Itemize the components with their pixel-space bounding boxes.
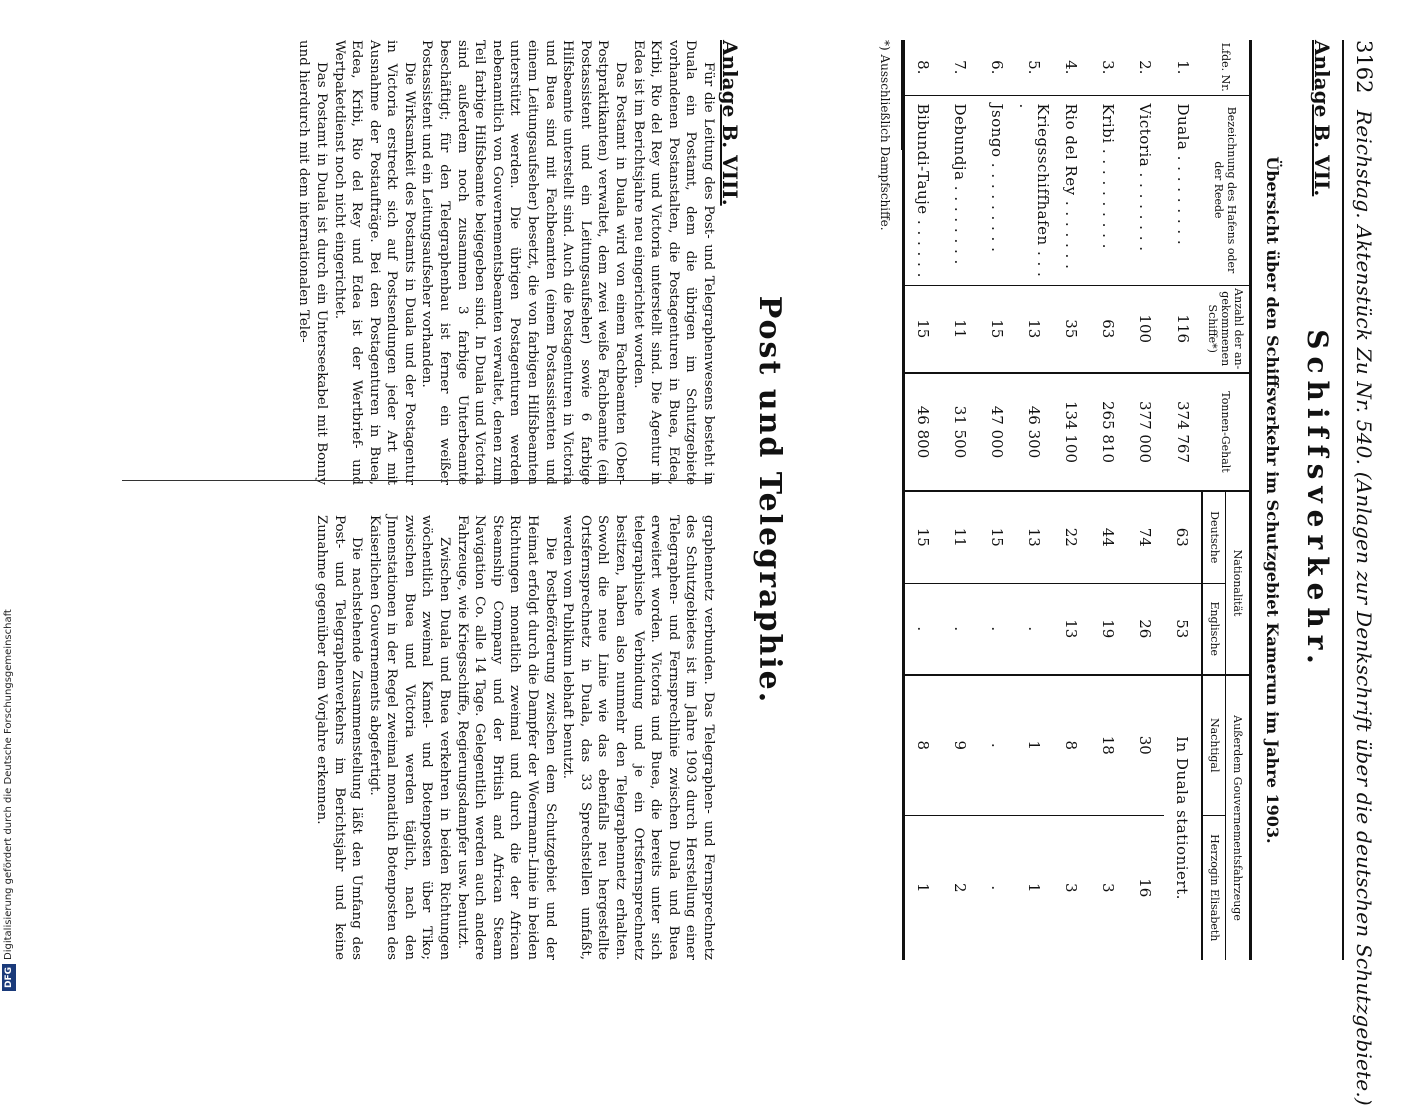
row-german: 11 [942,491,979,583]
row-tonnage: 134 100 [1053,373,1090,491]
row-count: 15 [979,285,1016,373]
row-herzogin: 16 [1127,815,1164,960]
row-count: 63 [1090,285,1127,373]
footnote-rule [901,40,902,150]
row-english: . [904,583,943,675]
row-nachtigal: 9 [942,675,979,815]
header-rule [1342,40,1344,960]
row-name: Duala . . . . . . . . . [1164,95,1202,285]
row-german: 15 [979,491,1016,583]
page-header [1342,40,1382,1106]
digitization-text: Digitalisierung gefördert durch die Deutsche Forschungsgemeinschaft [3,609,14,960]
table-row [942,40,979,960]
header-nr: Lfde. Nr. [1202,40,1251,95]
running-title: Reichstag. Aktenstück Zu Nr. 540. (Anlagen zur Denkschrift über die deutschen Schutzgebiete.) [1352,110,1376,1106]
row-name: Jsongo . . . . . . . . . [979,95,1016,285]
paragraph: Die Postbeförderung zwischen dem Schutzgebiet und der Heimat erfolgt durch die Dampfer der Woermann-Linie in beiden Richtungen monatlich zweimal und durch die der African Steamship Company und der British and African Steam Navigation Co. alle 14 Tage. Gelegentlich werden auch andere Fahrzeuge, wie Kriegsschiffe, Regierungsdampfer usw. benutzt. [454,515,558,960]
table-row [1127,40,1164,960]
column-divider [122,480,712,481]
row-name: Kribi . . . . . . . . . . [1090,95,1127,285]
header-german: Deutsche [1202,491,1226,583]
row-nr: 2. [1136,60,1155,75]
paragraph: Das Postamt in Duala wird von einem Fachbeamten (Ober-Postpraktikanten) verwaltet, dem zwei weiße Fachbeamte (ein Postassistent und ein Leitungsaufseher) sowie 6 farbige Hilfsbeamte unterstellt sind. Auch die Postagenturen in Victoria und Buea sind mit Fachbeamten (einem Postassistenten und einem Leitungsaufseher) besetzt, die von farbigen Hilfsbeamten unterstützt werden. Die übrigen Postagenturen werden nebenamtlich von Gouvernementsbeamten verwaltet, denen zum Teil farbige Hilfsbeamte beigegeben sind. In Duala und Victoria sind außerdem noch zusammen 3 farbige Unterbeamte beschäftigt; für den Telegraphenbau ist ferner ein weißer Postassistent und ein Leitungsaufseher vorhanden. [419,40,629,485]
row-nr: 8. [904,40,943,95]
header-herzogin: Herzogin Elisabeth [1202,815,1226,960]
annex-b7-label: Anlage B. VII. [1310,40,1334,197]
row-english: 13 [1053,583,1090,675]
row-name: Bibundi-Tauje . . . . . . [904,95,943,285]
row-nachtigal: 1 [1016,675,1053,815]
header-count: Anzahl der an-gekommenen Schiffe*) [1202,285,1251,373]
annex-b8-label: Anlage B. VIII. [718,40,742,206]
row-english: 19 [1090,583,1127,675]
header-nachtigal: Nachtigal [1202,675,1226,815]
row-name: Debundja . . . . . . . . [942,95,979,285]
row-nr: 5. [1025,60,1044,75]
table-row [1090,40,1127,960]
row-nachtigal: 8 [904,675,943,815]
page-number: 3162 [1352,40,1376,94]
row-count: 100 [1127,285,1164,373]
row-nr: 3. [1099,60,1118,75]
row-english: 26 [1127,583,1164,675]
row-tonnage: 46 300 [1016,373,1053,491]
paragraph: graphennetz verbunden. Das Telegraphen- und Fernsprechnetz des Schutzgebietes ist im Jahre 1903 durch Herstellung einer Telegraphen- und Fernsprechlinie zwischen Duala und Buea erweitert worden. Victoria und Buea, die bereits unter sich telegraphische Verbindung und je ein Ortsfernsprechnetz besitzen, haben also nunmehr den Telegraphennetz erhalten. Sowohl die neue Linie wie das ebenfalls neu hergestellte Ortsfernsprechnetz in Duala, das 33 Sprechstellen umfaßt, werden vom Publikum lebhaft benutzt. [560,515,716,960]
row-tonnage: 374 767 [1164,373,1202,491]
header-tonnage: Tonnen-Gehalt [1202,373,1251,491]
row-english: 53 [1164,583,1202,675]
row-count: 11 [942,285,979,373]
table-row [1164,40,1202,960]
row-herzogin: 1 [1016,815,1053,960]
section-title-shipping: Schiffsverkehr. [1301,329,1334,671]
table-row [979,40,1016,960]
paragraph: Für die Leitung des Post- und Telegraphenwesens besteht in Duala ein Postamt, dem die übrigen im Schutzgebiete vorhandenen Postanstalten, die Postagenturen in Buea, Edea, Kribi, Rio del Rey und Victoria unterstellt sind. Die Agentur in Edea ist im Berichtsjahre neu eingerichtet worden. [630,40,716,485]
row-german: 44 [1090,491,1127,583]
row-herzogin: . [979,815,1016,960]
table-row [1053,40,1090,960]
row-tonnage: 46 800 [904,373,943,491]
row-count: 13 [1016,285,1053,373]
document-page [12,0,1392,1106]
header-english: Englische [1202,583,1226,675]
row-count: 35 [1053,285,1090,373]
header-nationality: Nationalität [1226,491,1251,675]
row-tonnage: 31 500 [942,373,979,491]
row-herzogin: 3 [1053,815,1090,960]
table-footnote: *) Ausschließlich Dampfschiffe. [878,40,892,231]
shipping-table [902,40,1252,960]
row-nachtigal: 8 [1053,675,1090,815]
table-row [1016,40,1053,960]
row-nachtigal: 30 [1127,675,1164,815]
paragraph: Zwischen Duala und Buea verkehren in beiden Richtungen wöchentlich zweimal Kamel- und Botenposten über Tiko; zwischen Buea und Victoria werden täglich, nach den Jnnenstationen in der Regel zweimal monatlich Botenposten des Kaiserlichen Gouvernements abgefertigt. [366,515,453,960]
row-german: 13 [1016,491,1053,583]
dfg-logo-icon: DFG [2,964,16,991]
row-tonnage: 377 000 [1127,373,1164,491]
row-stationed-note: In Duala stationiert. [1164,675,1202,960]
paragraph: Das Postamt in Duala ist durch ein Unterseekabel mit Bonny und hierdurch mit dem internationalen Tele- [296,40,329,485]
row-name: Kriegsschiffhafen . . . . [1016,95,1053,285]
table-row [904,40,943,960]
row-tonnage: 265 810 [1090,373,1127,491]
row-nr: 6. [988,60,1007,75]
row-german: 63 [1164,491,1202,583]
row-nr: 4. [1062,60,1081,75]
row-herzogin: 3 [1090,815,1127,960]
paragraph: Die Wirksamkeit des Postamts in Duala und der Postagentur in Victoria erstreckt sich auf Postsendungen jeder Art mit Ausnahme der Postaufträge. Bei den Postagenturen in Buea, Edea, Kribi, Rio del Rey und Edea ist der Wertbrief- und Wertpaketdienst noch nicht eingerichtet. [331,40,417,485]
row-nr: 7. [951,60,970,75]
text-column-right [312,515,717,960]
row-english: . [1016,583,1053,675]
row-nr: 1. [1174,60,1192,75]
header-extra: Außerdem Gouvernementsfahrzeuge [1226,675,1251,960]
header-name: Bezeichnung des Hafens oder der Reede [1202,95,1251,285]
row-herzogin: 2 [942,815,979,960]
row-name: Rio del Rey . . . . . . . [1053,95,1090,285]
row-count: 15 [904,285,943,373]
section-title-post: Post und Telegraphie. [752,295,787,705]
row-german: 15 [904,491,943,583]
row-german: 74 [1127,491,1164,583]
paragraph: Die nachstehende Zusammenstellung läßt den Umfang des Post- und Telegraphenverkehrs im Berichtsjahr und keine Zunahme gegenüber dem Vorjahre erkennen. [313,515,365,960]
digitization-note [2,16,16,991]
text-column-left [295,40,717,485]
row-herzogin: 1 [904,815,943,960]
table-subtitle: Übersicht über den Schiffsverkehr im Schutzgebiet Kamerun im Jahre 1903. [1263,156,1282,844]
row-english: . [979,583,1016,675]
row-english: . [942,583,979,675]
row-nachtigal: . [979,675,1016,815]
row-german: 22 [1053,491,1090,583]
row-name: Victoria . . . . . . . . [1127,95,1164,285]
row-count: 116 [1164,285,1202,373]
row-tonnage: 47 000 [979,373,1016,491]
row-nachtigal: 18 [1090,675,1127,815]
